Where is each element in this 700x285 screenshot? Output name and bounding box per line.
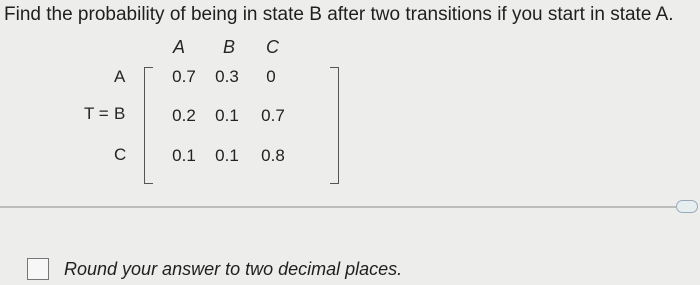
expand-handle[interactable] [676,200,698,213]
section-divider [0,206,676,208]
row-label-c: C [114,145,127,164]
matrix-cell: 0.8 [261,146,285,165]
answer-checkbox[interactable] [27,258,49,280]
matrix-cell: 0.7 [172,67,196,86]
col-header-c: C [266,37,279,57]
col-header-a: A [173,37,186,57]
matrix-cell: 0 [266,67,276,86]
matrix-cell: 0.1 [172,146,196,165]
matrix-cell: 0.1 [215,146,239,165]
matrix-right-bracket [330,67,339,184]
row-label-b: B [114,104,126,123]
matrix-left-bracket [144,67,153,184]
matrix-name-label: T = [84,104,109,123]
col-header-b: B [223,37,236,57]
matrix-cell: 0.1 [215,106,239,125]
rounding-instruction: Round your answer to two decimal places. [64,259,403,279]
matrix-cell: 0.3 [215,67,239,86]
matrix-cell: 0.2 [172,106,196,125]
matrix-cell: 0.7 [261,106,285,125]
question-text: Find the probability of being in state B after two transitions if you start in state A. [4,4,674,25]
row-label-a: A [114,67,126,86]
